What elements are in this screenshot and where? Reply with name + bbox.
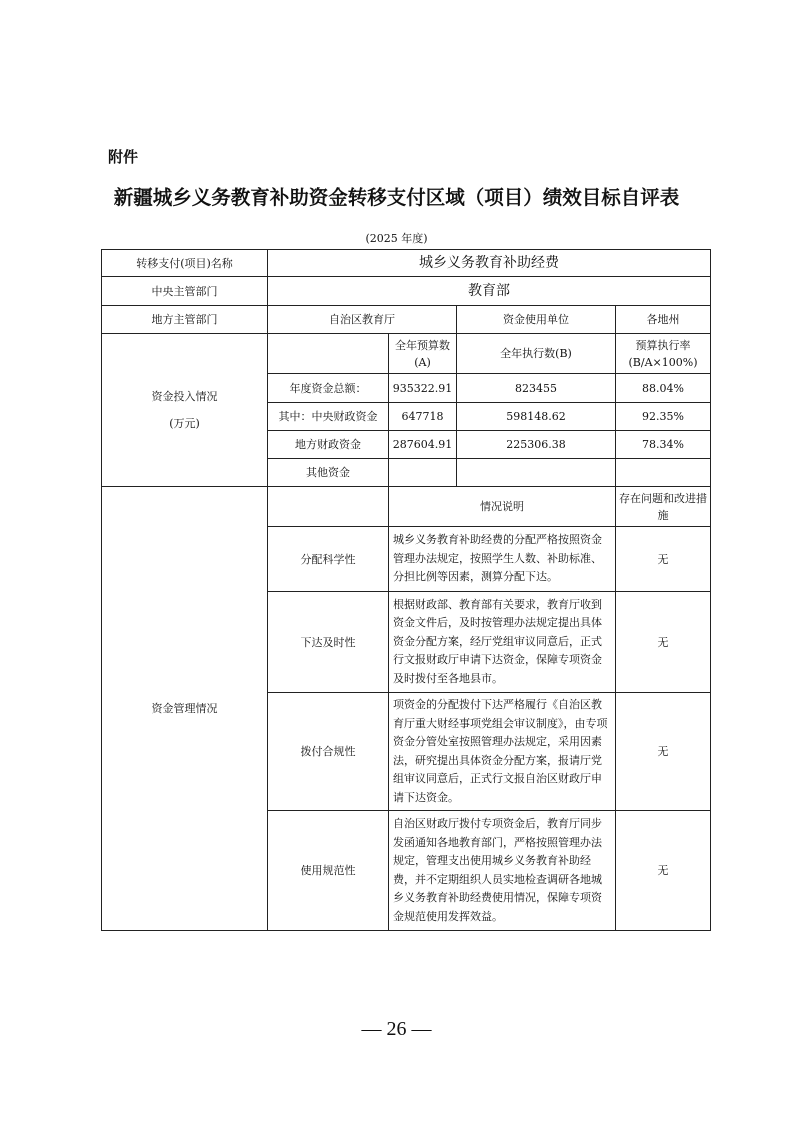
local-dept-label: 地方主管部门 [102, 306, 268, 334]
fund-user-value: 各地州 [616, 306, 711, 334]
management-item-desc: 城乡义务教育补助经费的分配严格按照资金管理办法规定，按照学生人数、补助标准、分担比例等因素，测算分配下达。 [389, 527, 616, 592]
col-rate-header: 预算执行率(B/A×100%) [616, 334, 711, 374]
col-issues-header: 存在问题和改进措施 [616, 487, 711, 527]
management-header-blank [268, 487, 389, 527]
table-row [102, 250, 711, 277]
funding-item-executed [457, 459, 616, 487]
attachment-label: 附件 [108, 148, 139, 166]
funding-item-executed: 598148.62 [457, 403, 616, 431]
management-item-issue: 无 [616, 592, 711, 693]
funding-item-label: 地方财政资金 [268, 431, 389, 459]
management-item-label: 使用规范性 [268, 811, 389, 931]
funding-item-executed: 225306.38 [457, 431, 616, 459]
management-item-label: 下达及时性 [268, 592, 389, 693]
funding-item-executed: 823455 [457, 374, 616, 403]
management-item-desc: 自治区财政厅拨付专项资金后，教育厅同步发函通知各地教育部门，严格按照管理办法规定，管理支出使用城乡义务教育补助经费，并不定期组织人员实地检查调研各地城乡义务教育补助经费使用情况，保障专项资金规范使用发挥效益。 [389, 811, 616, 931]
management-item-label: 分配科学性 [268, 527, 389, 592]
local-dept-value: 自治区教育厅 [268, 306, 457, 334]
evaluation-table [101, 249, 711, 931]
project-name-label: 转移支付(项目)名称 [102, 250, 268, 277]
funding-item-label: 年度资金总额： [268, 374, 389, 403]
management-item-issue: 无 [616, 693, 711, 811]
col-desc-header: 情况说明 [389, 487, 616, 527]
col-executed-header: 全年执行数(B) [457, 334, 616, 374]
central-dept-value: 教育部 [268, 277, 711, 306]
funding-item-label: 其他资金 [268, 459, 389, 487]
management-item-desc: 项资金的分配拨付下达严格履行《自治区教育厅重大财经事项党组会审议制度》，由专项资金分管处室按照管理办法规定，采用因素法，研究提出具体资金分配方案，报请厅党组审议同意后，正式行文报自治区财政厅申请下达资金。 [389, 693, 616, 811]
fund-user-label: 资金使用单位 [457, 306, 616, 334]
funding-item-budget: 287604.91 [389, 431, 457, 459]
table-row [102, 334, 711, 374]
funding-item-budget [389, 459, 457, 487]
table-row [102, 277, 711, 306]
funding-section-title: 资金投入情况 [151, 390, 218, 403]
funding-item-rate: 88.04% [616, 374, 711, 403]
management-item-issue: 无 [616, 811, 711, 931]
table-row [102, 487, 711, 527]
page-title: 新疆城乡义务教育补助资金转移支付区域（项目）绩效目标自评表 [113, 186, 680, 209]
funding-section-label [102, 334, 268, 487]
management-item-label: 拨付合规性 [268, 693, 389, 811]
funding-item-budget: 647718 [389, 403, 457, 431]
management-item-issue: 无 [616, 527, 711, 592]
funding-section-unit: (万元) [169, 417, 200, 430]
project-name-value: 城乡义务教育补助经费 [268, 250, 711, 277]
funding-item-rate [616, 459, 711, 487]
central-dept-label: 中央主管部门 [102, 277, 268, 306]
funding-item-rate: 92.35% [616, 403, 711, 431]
year-label: (2025 年度) [365, 232, 428, 245]
funding-item-budget: 935322.91 [389, 374, 457, 403]
table-row [102, 306, 711, 334]
funding-item-label: 其中：中央财政资金 [268, 403, 389, 431]
management-item-desc: 根据财政部、教育部有关要求，教育厅收到资金文件后，及时按管理办法规定提出具体资金分配方案，经厅党组审议同意后，正式行文报财政厅申请下达资金，保障专项资金及时拨付至各地县市。 [389, 592, 616, 693]
management-section-label: 资金管理情况 [102, 487, 268, 931]
page-number: — 26 — [361, 1018, 432, 1040]
col-budget-header: 全年预算数(A) [389, 334, 457, 374]
funding-item-rate: 78.34% [616, 431, 711, 459]
funding-header-blank [268, 334, 389, 374]
